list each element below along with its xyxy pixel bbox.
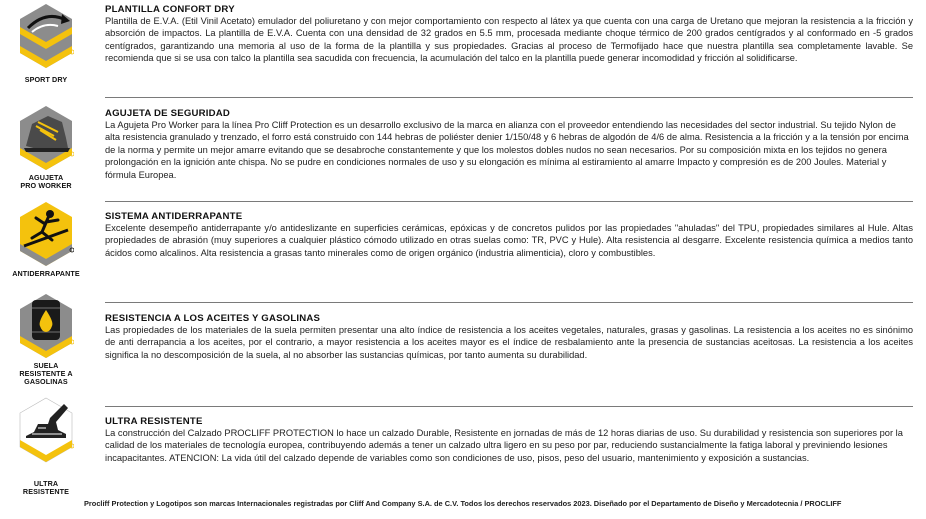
section-resistencia-aceites <box>105 313 913 361</box>
section-divider <box>105 97 913 98</box>
anti-slip-icon <box>18 200 74 268</box>
section-body: Plantilla de E.V.A. (Etil Vinil Acetato) emulador del poliuretano y con mejor comportamiento con respecto al látex ya que cuenta con una carga de Uretano que mejoran la resistencia a la fricción y absorción de impactos. La plantilla de E.V.A. Cuenta con una densidad de 32 grados en 5.5 mm, procesada mediante choque térmico de 200 grados centígrados y al conformado en -5 grados centígrados, garantizando una memoria al uso de la forma de la plantilla y sus propiedades. Gracias al proceso de Termofijado hace que nuestra plantilla sea completamente lavable. Se recomienda que si se usa con talco la plantilla sea sacudida con frecuencia, la acumulación del talco en la plantilla puede generar incomodidad y fricción al solidificarse. <box>105 16 913 64</box>
anti-slip-badge <box>18 200 74 268</box>
sport-dry-badge <box>18 2 74 70</box>
oil-resistant-label-line1: SUELA <box>33 361 59 370</box>
section-title: AGUJETA DE SEGURIDAD <box>105 108 230 119</box>
section-body: La construcción del Calzado PROCLIFF PROTECTION lo hace un calzado Durable, Resistente en jornadas de más de 12 horas diarias de uso. Su durabilidad y resistencia son superiores por la calidad de los materiales de tecnología europea, contribuyendo además a tener un calzado ultra ligero en su peso por par, reduciendo sustancialmente la fatiga laboral y previniendo lesiones incapacitantes. ATENCION: La vida útil del calzado depende de variables como son condiciones de uso, pisos, peso del usuario, mantenimiento y exposición a sustancias. <box>105 428 903 463</box>
oil-resistant-label-line3: GASOLINAS <box>24 377 68 386</box>
ultra-resistant-icon <box>18 396 74 464</box>
sport-dry-label: SPORT DRY <box>24 75 68 84</box>
section-title: RESISTENCIA A LOS ACEITES Y GASOLINAS <box>105 313 321 324</box>
section-title: PLANTILLA CONFORT DRY <box>105 4 235 15</box>
oil-resistant-label <box>0 362 92 386</box>
sport-dry-icon <box>18 2 74 70</box>
section-plantilla-confort-dry <box>105 4 913 65</box>
section-divider <box>105 201 913 202</box>
oil-resistant-badge <box>18 292 74 360</box>
safety-lace-label-line1: AGUJETA <box>28 173 64 182</box>
section-body: Las propiedades de los materiales de la suela permiten presentar una alto índice de resistencia a los aceites vegetales, naturales, grasas y gasolinas. La resistencia a los aceites no es sinónimo de anti derrapancia a los aceites, por el contrario, a mayor resistencia a los aceites mayor es el índice de resbalamiento ante la presencia de sustancias aceitosas. La resistencia a los aceites significa la no descomposición de la suela, al no absorber las sustancias químicas, por tanto aumenta su durabilidad. <box>105 325 913 360</box>
ultra-resistant-label-line2: RESISTENTE <box>22 487 70 496</box>
section-title: ULTRA RESISTENTE <box>105 416 203 427</box>
section-sistema-antiderrapante <box>105 211 913 259</box>
safety-lace-icon <box>18 104 74 172</box>
ultra-resistant-label-line1: ULTRA <box>33 479 59 488</box>
section-title: SISTEMA ANTIDERRAPANTE <box>105 211 243 222</box>
section-ultra-resistente <box>105 416 913 464</box>
ultra-resistant-label <box>0 480 92 496</box>
section-divider <box>105 302 913 303</box>
ultra-resistant-badge <box>18 396 74 464</box>
safety-lace-badge <box>18 104 74 172</box>
oil-resistant-label-line2: RESISTENTE A <box>19 369 73 378</box>
section-body: Excelente desempeño antiderrapante y/o antideslizante en superficies cerámicas, epóxicas y de concretos pulidos por las propiedades "ahuladas" del TPU, propiedades similares al Hule. Altas propiedades de abrasión (muy superiores a cualquier plástico cómodo utilizado en otras suelas como: TR, PVC y Hule). Alta resistencia al desgarre. Excelente resistencia química a medios tanto ácidos como alcalinos. Alta resistencia a grasas tanto minerales como de origen orgánico (industria alimenticia), cloro y combustibles. <box>105 223 913 258</box>
section-agujeta-de-seguridad <box>105 108 913 181</box>
oil-resistant-icon <box>18 292 74 360</box>
safety-lace-label <box>0 174 92 190</box>
section-body: La Agujeta Pro Worker para la línea Pro Cliff Protection es un desarrollo exclusivo de la marca en alianza con el proveedor entendiendo las necesidades del sector industrial. Su tejido Nylon de alta resistencia granulado y trenzado, el forro está construido con 144 hebras de poliéster denier 1/150/48 y 6 hebras de algodón de 4/6 de alma. Resistencia a la fricción y a la tensión por encima de la norma y permite un mejor amarre evitando que se desabroche constantemente y que los molestos dobles nudos no sean necesarios. Por su composición mixta en los tejidos no genera prolongación en la ignición ante chispa. No se pudre en condiciones normales de uso y su elongación es mínima al estiramiento al amarre Impacto y compresión es de 200 Joules. Material y fórmula Europea. <box>105 120 909 180</box>
anti-slip-label: ANTIDERRAPANTE <box>12 269 80 278</box>
section-divider <box>105 406 913 407</box>
footer-copyright: Procliff Protection y Logotipos son marcas Internacionales registradas por Cliff And Company S.A. de C.V. Todos los derechos reservados 2023. Diseñado por el Departamento de Diseño y Mercadotecnia / PROCLIFF <box>84 499 842 508</box>
safety-lace-label-line2: PRO WORKER <box>20 181 72 190</box>
